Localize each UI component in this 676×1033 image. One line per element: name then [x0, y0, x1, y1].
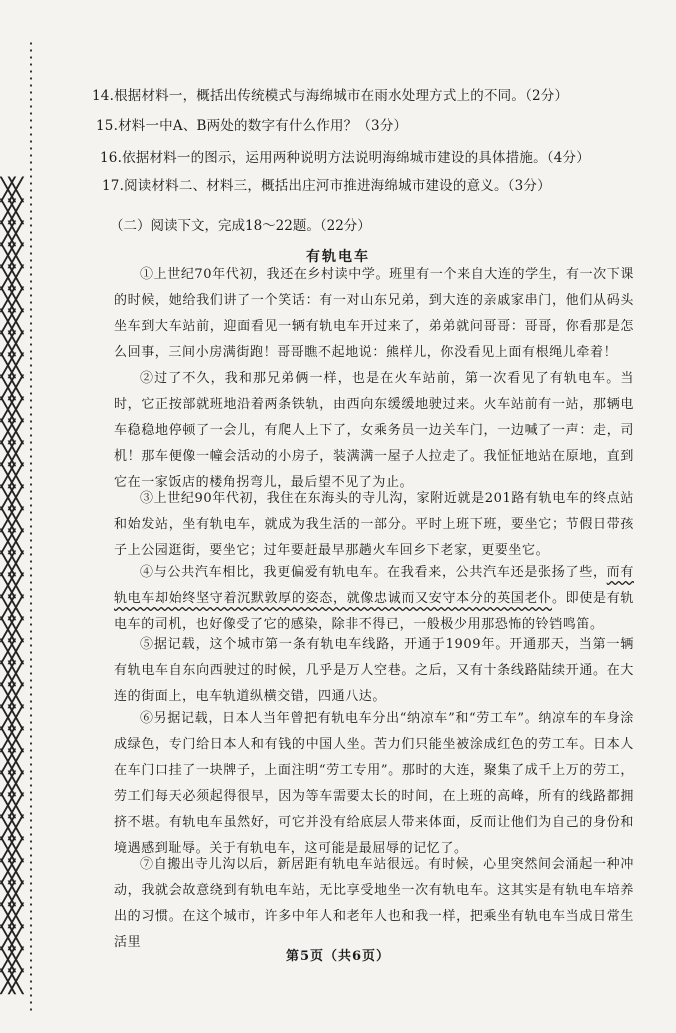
paragraph-1: ①上世纪70年代初，我还在乡村读中学。班里有一个来自大连的学生，有一次下课的时候，她给我们讲了一个笑话：有一对山东兄弟，到大连的亲戚家串门，他们从码头坐车到大车站前，迎面看见一辆有轨电车开过来了，弟弟就问哥哥：哥哥，你看那是怎么回事，三间小房满街跑！哥哥瞧不起地说：熊样儿，你没看见上面有根绳儿牵着！ [114, 267, 634, 360]
question-16: 16.依据材料一的图示，运用两种说明方法说明海绵城市建设的具体措施。（4分） [100, 150, 590, 166]
paragraph-4-start: ④与公共汽车相比，我更偏爱有轨电车。在我看来，公共汽车还是张扬了些， [140, 565, 607, 580]
paragraph-5: ⑤据记载，这个城市第一条有轨电车线路，开通于1909年。开通那天，当第一辆有轨电车自东向西驶过的时候，几乎是万人空巷。之后，又有十条线路陆续开通。在大连的街面上，电车轨道纵横交错，四通八达。 [114, 637, 634, 704]
binding-margin [0, 0, 42, 1033]
article-title: 有轨电车 [306, 249, 370, 265]
page-number: 第5页（共6页） [285, 949, 391, 964]
paragraph-4-end: 。即使是有轨电车的司机，也好像受了它的感染，除非不得已，一般极少用那恐怖的铃铛鸣笛。 [114, 591, 634, 632]
paragraph-2: ②过了不久，我和那兄弟俩一样，也是在火车站前，第一次看见了有轨电车。当时，它正按部就班地沿着两条铁轨，由西向东缓缓地驶过来。火车站前有一站，那辆电车稳稳地停顿了一会儿，有爬人上下了，女乘务员一边关车门，一边喊了一声：走，司机！那车便像一幢会活动的小房子，装满满一屋子人拉走了。我怔怔地站在原地，直到它在一家饭店的楼角拐弯儿，最后望不见了为止。 [114, 371, 634, 490]
paragraph-3: ③上世纪90年代初，我住在东海头的寺儿沟，家附近就是201路有轨电车的终点站和始发站，坐有轨电车，就成为我生活的一部分。平时上班下班，要坐它；节假日带孩子上公园逛街，要坐它；过年要赶最早那趟火车回乡下老家，更要坐它。 [114, 491, 634, 558]
question-15: 15.材料一中A、B两处的数字有什么作用？（3分） [96, 118, 408, 134]
section-heading: （二）阅读下文，完成18～22题。（22分） [110, 218, 371, 234]
paragraph-6: ⑥另据记载，日本人当年曾把有轨电车分出“纳凉车”和“劳工车”。纳凉车的车身涂成绿色，专门给日本人和有钱的中国人坐。苦力们只能坐被涂成红色的劳工车。日本人在车门口挂了一块牌子，上面注明“劳工专用”。那时的大连，聚集了成千上万的劳工，劳工们每天必须起得很早，因为等车需要太长的时间，在上班的高峰，所有的线路都拥挤不堪。有轨电车虽然好，可它并没有给底层人带来体面，反而让他们为自己的身份和境遇感到耻辱。关于有轨电车，这可能是最屈辱的记忆了。 [114, 711, 634, 856]
paragraph-4-underlined-sentence: 而有轨电车却始终坚守着沉默敦厚的姿态，就像忠诚而又安守本分的英国老仆 [114, 565, 634, 606]
binding-cross-pattern: ╳╳ ╳╳ ╳╳ ╳╳ ╳╳ ╳╳ ╳╳ ╳╳ ╳╳ ╳╳ ╳╳ ╳╳ ╳╳ ╳╳ ╳╳ ╳╳ ╳╳ ╳╳ ╳╳ ╳╳ ╳╳ ╳╳ ╳╳ ╳╳ ╳╳ ╳╳ ╳╳ ╳╳ ╳╳ ╳╳ ╳╳ ╳╳ ╳╳ ╳╳ ╳╳ ╳╳ ╳╳ [0, 178, 17, 995]
paragraph-7: ⑦自搬出寺儿沟以后，新居距有轨电车站很远。有时候，心里突然间会涌起一种冲动，我就会故意绕到有轨电车站，无比享受地坐一次有轨电车。这其实是有轨电车培养出的习惯。在这个城市，许多中年人和老年人也和我一样，把乘坐有轨电车当成日常生活里 [114, 857, 634, 950]
paragraph-4 [114, 560, 634, 638]
question-14: 14.根据材料一，概括出传统模式与海绵城市在雨水处理方式上的不同。（2分） [92, 88, 569, 104]
question-17: 17.阅读材料二、材料三，概括出庄河市推进海绵城市建设的意义。（3分） [102, 178, 551, 194]
